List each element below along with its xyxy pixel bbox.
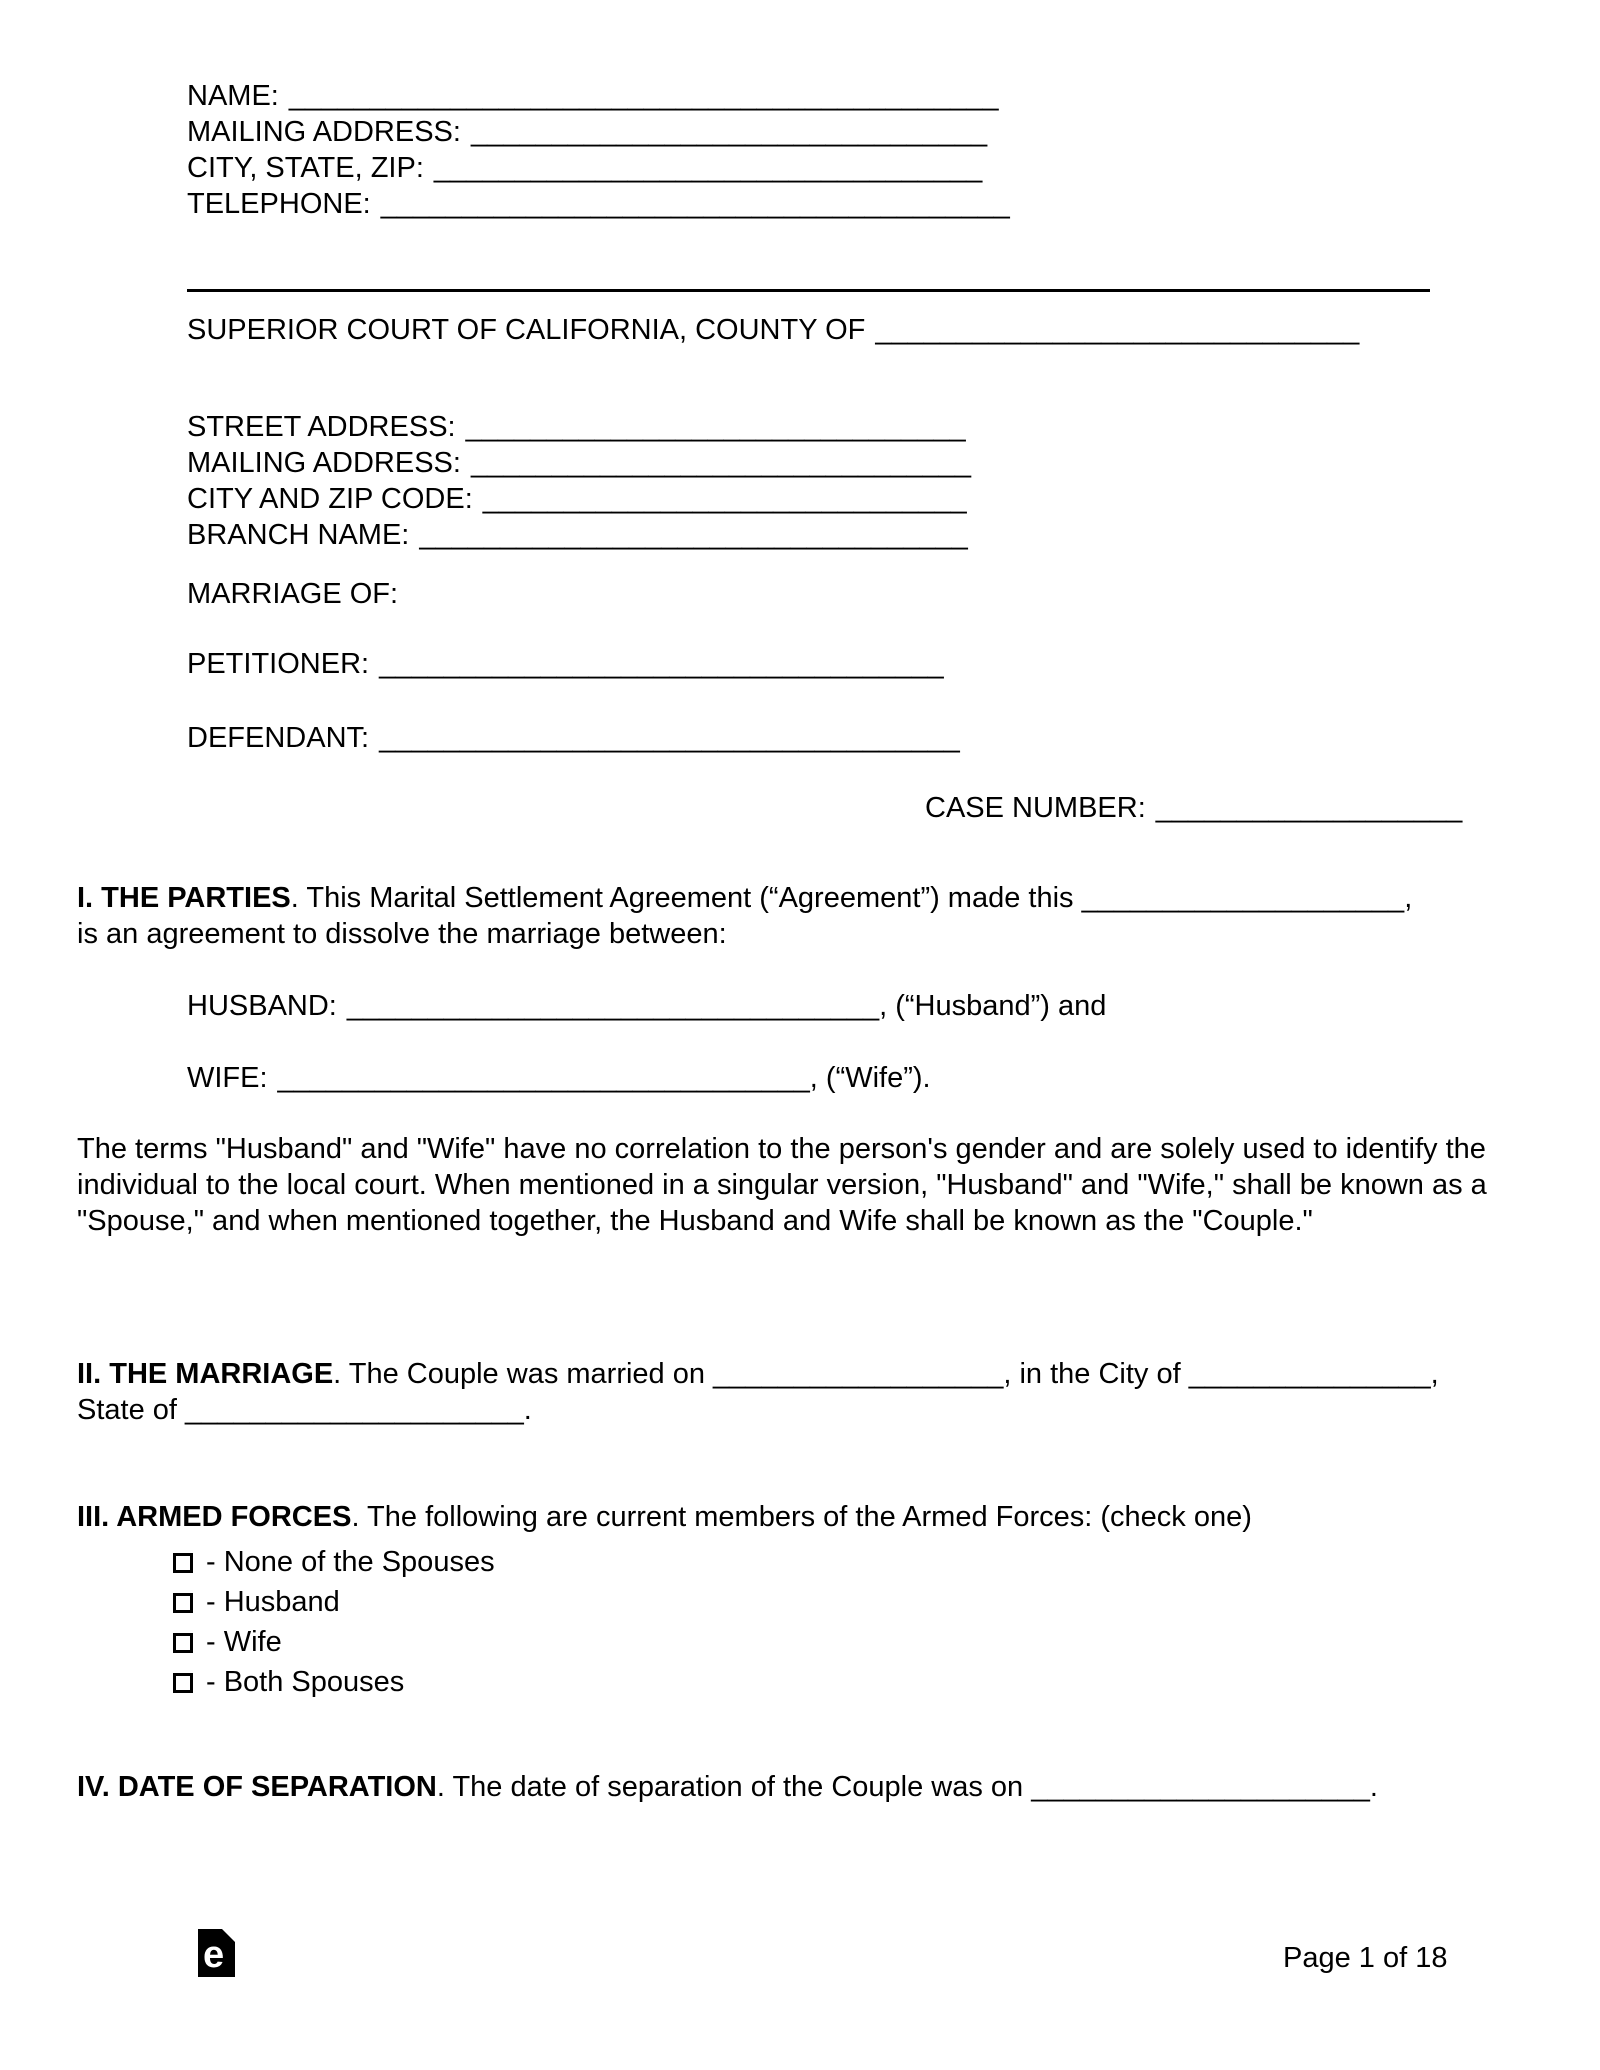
armed-forces-options bbox=[173, 1542, 495, 1702]
wife-row bbox=[187, 1060, 931, 1096]
section-separation bbox=[77, 1769, 1545, 1805]
agreement-date-blank[interactable]: ____________________ bbox=[1081, 882, 1405, 914]
court-mailing-address-label: MAILING ADDRESS: bbox=[187, 447, 461, 479]
mailing-address-blank[interactable]: ________________________________ bbox=[470, 116, 988, 148]
option-both-spouses-label: - Both Spouses bbox=[206, 1666, 405, 1698]
name-blank[interactable]: ____________________________________________ bbox=[288, 80, 999, 112]
section-parties-comma: , bbox=[1404, 882, 1413, 914]
name-row bbox=[187, 78, 1010, 114]
option-both-spouses bbox=[173, 1662, 495, 1702]
marriage-city-blank[interactable]: _______________ bbox=[1188, 1358, 1431, 1390]
header-divider bbox=[187, 289, 1430, 292]
telephone-label: TELEPHONE: bbox=[187, 188, 371, 220]
filer-info-block bbox=[187, 78, 1010, 222]
city-zip-code-label: CITY AND ZIP CODE: bbox=[187, 483, 473, 515]
section-marriage-period: . bbox=[523, 1394, 532, 1426]
option-none-of-the-spouses bbox=[173, 1542, 495, 1582]
section-parties-heading: I. THE PARTIES bbox=[77, 882, 291, 914]
section-marriage-heading: II. THE MARRIAGE bbox=[77, 1358, 334, 1390]
section-marriage-comma: , bbox=[1430, 1358, 1439, 1390]
option-wife-label: - Wife bbox=[206, 1626, 282, 1658]
husband-tail: , (“Husband”) and bbox=[879, 990, 1107, 1022]
county-blank[interactable]: ______________________________ bbox=[875, 314, 1360, 346]
page-number-label: Page 1 of 18 bbox=[1283, 1942, 1448, 1974]
case-number-blank[interactable]: ___________________ bbox=[1155, 792, 1463, 824]
street-address-row bbox=[187, 409, 971, 445]
wife-tail: , (“Wife”). bbox=[809, 1062, 931, 1094]
court-title: SUPERIOR COURT OF CALIFORNIA, COUNTY OF bbox=[187, 314, 866, 346]
section-separation-heading: IV. DATE OF SEPARATION bbox=[77, 1771, 437, 1803]
telephone-blank[interactable]: _______________________________________ bbox=[380, 188, 1010, 220]
branch-name-row bbox=[187, 517, 971, 553]
section-armed-forces-text: . The following are current members of the Armed Forces: (check one) bbox=[351, 1501, 1252, 1533]
marriage-state-blank[interactable]: _____________________ bbox=[185, 1394, 524, 1426]
name-label: NAME: bbox=[187, 80, 279, 112]
telephone-row bbox=[187, 186, 1010, 222]
court-mailing-address-row bbox=[187, 445, 971, 481]
mailing-address-label: MAILING ADDRESS: bbox=[187, 116, 461, 148]
eforms-logo-icon bbox=[198, 1929, 235, 1977]
husband-row bbox=[187, 988, 1106, 1024]
option-wife bbox=[173, 1622, 495, 1662]
defendant-blank[interactable]: ____________________________________ bbox=[379, 722, 960, 754]
separation-date-blank[interactable]: _____________________ bbox=[1031, 1771, 1370, 1803]
mailing-address-row bbox=[187, 114, 1010, 150]
defendant-row bbox=[187, 720, 960, 756]
husband-label: HUSBAND: bbox=[187, 990, 337, 1022]
court-mailing-address-blank[interactable]: _______________________________ bbox=[470, 447, 971, 479]
city-zip-code-blank[interactable]: ______________________________ bbox=[482, 483, 967, 515]
marriage-date-blank[interactable]: __________________ bbox=[713, 1358, 1004, 1390]
section-separation-period: . bbox=[1369, 1771, 1378, 1803]
branch-name-label: BRANCH NAME: bbox=[187, 519, 410, 551]
wife-label: WIFE: bbox=[187, 1062, 268, 1094]
case-number-row bbox=[925, 790, 1462, 826]
section-armed-forces-heading: III. ARMED FORCES bbox=[77, 1501, 352, 1533]
checkbox-husband-icon[interactable] bbox=[173, 1593, 193, 1613]
court-title-row bbox=[187, 312, 1359, 348]
terms-paragraph: The terms "Husband" and "Wife" have no correlation to the person's gender and are solely used to identify the individual to the local court. When mentioned in a singular version, "Husband" and "Wife," shall be known as a "Spouse," and when mentioned together, the Husband and Wife shall be known as the "Couple." bbox=[77, 1133, 1487, 1237]
section-armed-forces bbox=[77, 1499, 1545, 1535]
case-number-label: CASE NUMBER: bbox=[925, 792, 1146, 824]
section-parties bbox=[77, 880, 1545, 952]
branch-name-blank[interactable]: __________________________________ bbox=[419, 519, 968, 551]
city-state-zip-blank[interactable]: __________________________________ bbox=[433, 152, 983, 184]
section-parties-line2: is an agreement to dissolve the marriage between: bbox=[77, 918, 727, 950]
city-state-zip-label: CITY, STATE, ZIP: bbox=[187, 152, 424, 184]
checkbox-wife-icon[interactable] bbox=[173, 1633, 193, 1653]
street-address-label: STREET ADDRESS: bbox=[187, 411, 456, 443]
city-state-zip-row bbox=[187, 150, 1010, 186]
defendant-label: DEFENDANT: bbox=[187, 722, 370, 754]
section-marriage-line2-prefix: State of bbox=[77, 1394, 186, 1426]
wife-name-blank[interactable]: _________________________________ bbox=[277, 1062, 810, 1094]
court-address-block bbox=[187, 409, 971, 553]
petitioner-blank[interactable]: ___________________________________ bbox=[379, 648, 944, 680]
petitioner-label: PETITIONER: bbox=[187, 648, 370, 680]
section-marriage-text2: , in the City of bbox=[1003, 1358, 1189, 1390]
option-husband bbox=[173, 1582, 495, 1622]
checkbox-both-spouses-icon[interactable] bbox=[173, 1673, 193, 1693]
street-address-blank[interactable]: _______________________________ bbox=[465, 411, 966, 443]
section-marriage bbox=[77, 1356, 1545, 1428]
city-zip-code-row bbox=[187, 481, 971, 517]
husband-name-blank[interactable]: _________________________________ bbox=[346, 990, 880, 1022]
option-husband-label: - Husband bbox=[206, 1586, 340, 1618]
section-marriage-text1: . The Couple was married on bbox=[333, 1358, 714, 1390]
section-separation-text: . The date of separation of the Couple was on bbox=[436, 1771, 1032, 1803]
option-none-label: - None of the Spouses bbox=[206, 1546, 495, 1578]
petitioner-row bbox=[187, 646, 944, 682]
checkbox-none-of-the-spouses-icon[interactable] bbox=[173, 1553, 193, 1573]
marriage-of-label: MARRIAGE OF: bbox=[187, 578, 399, 610]
eforms-logo-letter: e bbox=[203, 1934, 225, 1976]
section-parties-text1: . This Marital Settlement Agreement (“Agreement”) made this bbox=[290, 882, 1082, 914]
